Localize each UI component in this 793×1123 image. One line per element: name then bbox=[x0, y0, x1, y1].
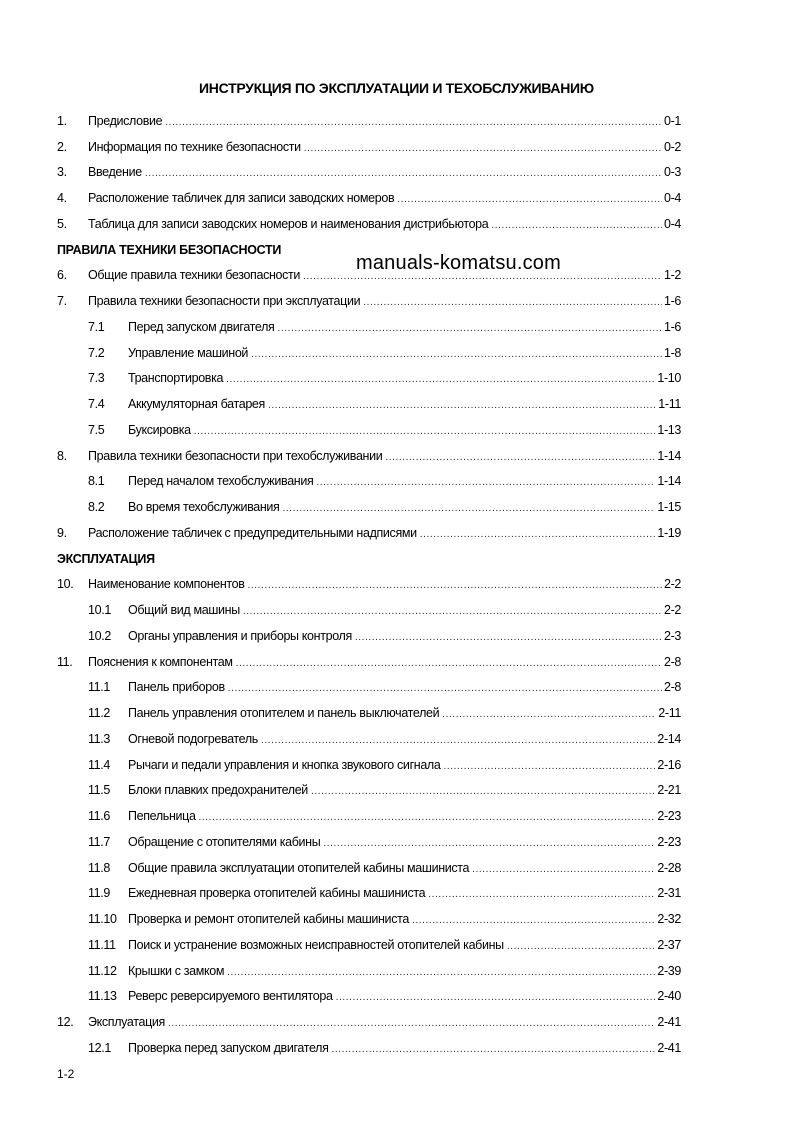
toc-entry-number: 11.2 bbox=[88, 706, 111, 721]
toc-entry-page: 2-41 bbox=[657, 1015, 681, 1030]
toc-entry-page: 1-14 bbox=[657, 448, 681, 463]
toc-subentry[interactable] bbox=[57, 314, 681, 340]
toc-entry-label: Обращение с отопителями кабины bbox=[128, 834, 321, 849]
toc-entry-page: 1-19 bbox=[657, 525, 681, 540]
toc-subentry[interactable] bbox=[57, 391, 681, 417]
toc-entry-number: 9. bbox=[57, 525, 67, 540]
toc-entry-number: 12. bbox=[57, 1015, 74, 1030]
toc-subentry[interactable] bbox=[57, 829, 681, 855]
toc-entry-label: Наименование компонентов bbox=[88, 577, 245, 592]
toc-leader-dots bbox=[145, 168, 662, 185]
toc-entry-page: 1-11 bbox=[658, 397, 681, 412]
toc-entry-number: 10.2 bbox=[88, 628, 111, 643]
toc-leader-dots bbox=[420, 529, 656, 546]
toc-entry-number: 8. bbox=[57, 448, 67, 463]
toc-leader-dots bbox=[491, 220, 662, 237]
toc-leader-dots bbox=[397, 194, 662, 211]
toc-entry-number: 11.6 bbox=[88, 809, 111, 824]
toc-entry[interactable] bbox=[57, 649, 681, 675]
toc-entry[interactable] bbox=[57, 443, 681, 469]
toc-entry-number: 11.12 bbox=[88, 963, 117, 978]
toc-leader-dots bbox=[282, 503, 655, 520]
toc-entry-label: Крышки с замком bbox=[128, 963, 225, 978]
toc-entry-page: 2-2 bbox=[663, 577, 681, 592]
toc-entry-number: 11.10 bbox=[88, 912, 117, 927]
toc-entry[interactable] bbox=[57, 185, 681, 211]
toc-leader-dots bbox=[385, 452, 655, 469]
toc-entry-page: 2-14 bbox=[657, 731, 681, 746]
toc-subentry[interactable] bbox=[57, 340, 681, 366]
toc-entry-label: Рычаги и педали управления и кнопка звукового сигнала bbox=[128, 757, 441, 772]
toc-subentry[interactable] bbox=[57, 366, 681, 392]
toc-leader-dots bbox=[311, 786, 655, 803]
toc-leader-dots bbox=[268, 400, 656, 417]
toc-entry-label: Расположение табличек для записи заводских номеров bbox=[88, 191, 395, 206]
toc-entry-page: 2-16 bbox=[657, 757, 681, 772]
toc-subentry[interactable] bbox=[57, 700, 681, 726]
toc-entry-label: Панель приборов bbox=[128, 680, 225, 695]
toc-entry-number: 8.2 bbox=[88, 500, 105, 515]
toc-entry-number: 7.1 bbox=[88, 319, 105, 334]
toc-entry-page: 2-21 bbox=[657, 783, 681, 798]
toc-leader-dots bbox=[227, 967, 655, 984]
toc-leader-dots bbox=[323, 838, 655, 855]
toc-entry-number: 7.3 bbox=[88, 371, 105, 386]
toc-leader-dots bbox=[507, 941, 656, 958]
toc-leader-dots bbox=[428, 889, 655, 906]
toc-section-heading: ЭКСПЛУАТАЦИЯ bbox=[57, 551, 155, 566]
toc-entry-label: Транспортировка bbox=[128, 371, 224, 386]
toc-entry-number: 11.13 bbox=[88, 989, 117, 1004]
toc-leader-dots bbox=[168, 1018, 655, 1035]
toc-entry-label: Ежедневная проверка отопителей кабины машиниста bbox=[128, 886, 426, 901]
toc-entry-label: Расположение табличек с предупредительными надписями bbox=[88, 525, 417, 540]
toc-entry-number: 2. bbox=[57, 139, 67, 154]
toc-subentry[interactable] bbox=[57, 1035, 681, 1061]
toc-entry-page: 2-37 bbox=[657, 937, 681, 952]
toc-subentry[interactable] bbox=[57, 906, 681, 932]
toc-entry-page: 1-15 bbox=[657, 500, 681, 515]
toc-entry-number: 3. bbox=[57, 165, 67, 180]
toc-leader-dots bbox=[199, 812, 656, 829]
toc-entry-number: 11. bbox=[57, 654, 73, 669]
toc-entry-number: 7.2 bbox=[88, 345, 105, 360]
toc-entry-page: 2-39 bbox=[657, 963, 681, 978]
toc-entry-number: 6. bbox=[57, 268, 67, 283]
toc-entry-label: Перед началом техобслуживания bbox=[128, 474, 314, 489]
toc-entry-label: Общий вид машины bbox=[128, 603, 240, 618]
toc-entry-number: 12.1 bbox=[88, 1040, 111, 1055]
toc-entry-page: 1-6 bbox=[663, 319, 681, 334]
toc-entry[interactable] bbox=[57, 520, 681, 546]
toc-entry-page: 1-14 bbox=[657, 474, 681, 489]
toc-entry-page: 2-23 bbox=[657, 834, 681, 849]
toc-entry-label: Поиск и устранение возможных неисправностей отопителей кабины bbox=[128, 937, 504, 952]
toc-subentry[interactable] bbox=[57, 958, 681, 984]
toc-entry-number: 10. bbox=[57, 577, 74, 592]
toc-leader-dots bbox=[316, 477, 655, 494]
toc-subentry[interactable] bbox=[57, 932, 681, 958]
toc-leader-dots bbox=[304, 143, 662, 160]
toc-leader-dots bbox=[277, 323, 662, 340]
toc-subentry[interactable] bbox=[57, 675, 681, 701]
toc-entry-label: Перед запуском двигателя bbox=[128, 319, 275, 334]
toc-entry-page: 1-10 bbox=[657, 371, 681, 386]
toc-leader-dots bbox=[443, 761, 655, 778]
toc-entry-page: 2-32 bbox=[657, 912, 681, 927]
toc-subentry[interactable] bbox=[57, 469, 681, 495]
toc-entry-label: Во время техобслуживания bbox=[128, 500, 280, 515]
toc-subentry[interactable] bbox=[57, 623, 681, 649]
toc-entry-page: 2-8 bbox=[663, 654, 681, 669]
toc-leader-dots bbox=[261, 735, 655, 752]
toc-entry-label: Пепельница bbox=[128, 809, 196, 824]
toc-entry[interactable] bbox=[57, 1009, 681, 1035]
toc-entry-page: 0-4 bbox=[663, 216, 681, 231]
toc-subentry[interactable] bbox=[57, 881, 681, 907]
toc-entry-label: Общие правила техники безопасности bbox=[88, 268, 301, 283]
toc-entry-page: 2-11 bbox=[658, 706, 681, 721]
toc-entry-label: Органы управления и приборы контроля bbox=[128, 628, 352, 643]
toc-entry-page: 2-8 bbox=[663, 680, 681, 695]
toc-entry-page: 1-2 bbox=[663, 268, 681, 283]
toc-leader-dots bbox=[228, 683, 662, 700]
toc-entry-number: 11.4 bbox=[88, 757, 111, 772]
table-of-contents bbox=[57, 108, 681, 1061]
toc-entry-label: Буксировка bbox=[128, 422, 191, 437]
toc-entry-label: Огневой подогреватель bbox=[128, 731, 258, 746]
toc-subentry[interactable] bbox=[57, 855, 681, 881]
toc-section-heading: ПРАВИЛА ТЕХНИКИ БЕЗОПАСНОСТИ bbox=[57, 242, 282, 257]
toc-leader-dots bbox=[226, 374, 655, 391]
toc-entry-number: 1. bbox=[57, 113, 67, 128]
toc-entry-number: 7. bbox=[57, 294, 67, 309]
toc-entry-page: 2-2 bbox=[663, 603, 681, 618]
toc-entry-page: 0-3 bbox=[663, 165, 681, 180]
toc-entry-label: Управление машиной bbox=[128, 345, 249, 360]
toc-entry-page: 0-2 bbox=[663, 139, 681, 154]
toc-leader-dots bbox=[472, 864, 655, 881]
toc-entry-label: Таблица для записи заводских номеров и наименования дистрибьютора bbox=[88, 216, 489, 231]
toc-subentry[interactable] bbox=[57, 597, 681, 623]
toc-entry-page: 2-28 bbox=[657, 860, 681, 875]
toc-entry-page: 1-8 bbox=[663, 345, 681, 360]
toc-entry-number: 5. bbox=[57, 216, 67, 231]
toc-subentry[interactable] bbox=[57, 752, 681, 778]
toc-entry-label: Правила техники безопасности при техобслуживании bbox=[88, 448, 383, 463]
toc-entry-number: 11.3 bbox=[88, 731, 111, 746]
toc-entry-page: 2-40 bbox=[657, 989, 681, 1004]
toc-leader-dots bbox=[412, 915, 655, 932]
toc-leader-dots bbox=[442, 709, 656, 726]
toc-entry-label: Общие правила эксплуатации отопителей кабины машиниста bbox=[128, 860, 470, 875]
toc-entry-number: 11.9 bbox=[88, 886, 111, 901]
watermark: manuals-komatsu.com bbox=[356, 252, 561, 274]
toc-leader-dots bbox=[165, 117, 662, 134]
toc-entry-number: 7.5 bbox=[88, 422, 105, 437]
toc-entry-number: 10.1 bbox=[88, 603, 111, 618]
toc-entry-label: Проверка перед запуском двигателя bbox=[128, 1040, 329, 1055]
toc-entry-label: Аккумуляторная батарея bbox=[128, 397, 265, 412]
toc-entry-label: Блоки плавких предохранителей bbox=[128, 783, 308, 798]
toc-entry-page: 2-3 bbox=[663, 628, 681, 643]
toc-leader-dots bbox=[332, 1044, 656, 1061]
toc-entry-page: 2-23 bbox=[657, 809, 681, 824]
toc-entry-label: Реверс реверсируемого вентилятора bbox=[128, 989, 333, 1004]
toc-entry-number: 11.5 bbox=[88, 783, 111, 798]
toc-subentry[interactable] bbox=[57, 494, 681, 520]
toc-entry-label: Информация по технике безопасности bbox=[88, 139, 301, 154]
toc-entry[interactable] bbox=[57, 108, 681, 134]
toc-leader-dots bbox=[248, 580, 662, 597]
toc-subentry[interactable] bbox=[57, 417, 681, 443]
toc-entry-label: Пояснения к компонентам bbox=[88, 654, 233, 669]
toc-entry-label: Введение bbox=[88, 165, 142, 180]
toc-entry-number: 7.4 bbox=[88, 397, 105, 412]
toc-leader-dots bbox=[363, 297, 662, 314]
toc-entry-number: 11.11 bbox=[88, 937, 116, 952]
toc-entry-page: 2-41 bbox=[657, 1040, 681, 1055]
toc-subentry[interactable] bbox=[57, 726, 681, 752]
toc-subentry[interactable] bbox=[57, 778, 681, 804]
toc-entry-number: 8.1 bbox=[88, 474, 105, 489]
toc-entry-label: Панель управления отопителем и панель выключателей bbox=[128, 706, 440, 721]
document-title: ИНСТРУКЦИЯ ПО ЭКСПЛУАТАЦИИ И ТЕХОБСЛУЖИВАНИЮ bbox=[199, 80, 594, 96]
toc-leader-dots bbox=[243, 606, 662, 623]
toc-entry-page: 1-13 bbox=[657, 422, 681, 437]
toc-entry-number: 11.1 bbox=[88, 680, 111, 695]
toc-entry[interactable] bbox=[57, 211, 681, 237]
toc-entry-page: 2-31 bbox=[657, 886, 681, 901]
toc-entry-label: Предисловие bbox=[88, 113, 163, 128]
toc-leader-dots bbox=[236, 658, 662, 675]
toc-entry[interactable] bbox=[57, 288, 681, 314]
toc-subentry[interactable] bbox=[57, 984, 681, 1010]
toc-entry-number: 11.8 bbox=[88, 860, 111, 875]
toc-entry[interactable] bbox=[57, 572, 681, 598]
toc-entry-page: 0-1 bbox=[663, 113, 681, 128]
toc-entry-label: Эксплуатация bbox=[88, 1015, 165, 1030]
toc-subentry[interactable] bbox=[57, 803, 681, 829]
toc-entry-page: 0-4 bbox=[663, 191, 681, 206]
toc-entry-label: Правила техники безопасности при эксплуатации bbox=[88, 294, 361, 309]
page-number: 1-2 bbox=[57, 1067, 75, 1081]
toc-entry-label: Проверка и ремонт отопителей кабины машиниста bbox=[128, 912, 409, 927]
toc-entry-number: 11.7 bbox=[88, 834, 111, 849]
toc-entry-page: 1-6 bbox=[663, 294, 681, 309]
toc-leader-dots bbox=[336, 992, 656, 1009]
toc-leader-dots bbox=[194, 426, 656, 443]
toc-leader-dots bbox=[251, 349, 662, 366]
toc-entry[interactable] bbox=[57, 134, 681, 160]
toc-entry[interactable] bbox=[57, 160, 681, 186]
toc-entry-number: 4. bbox=[57, 191, 67, 206]
toc-leader-dots bbox=[355, 632, 662, 649]
